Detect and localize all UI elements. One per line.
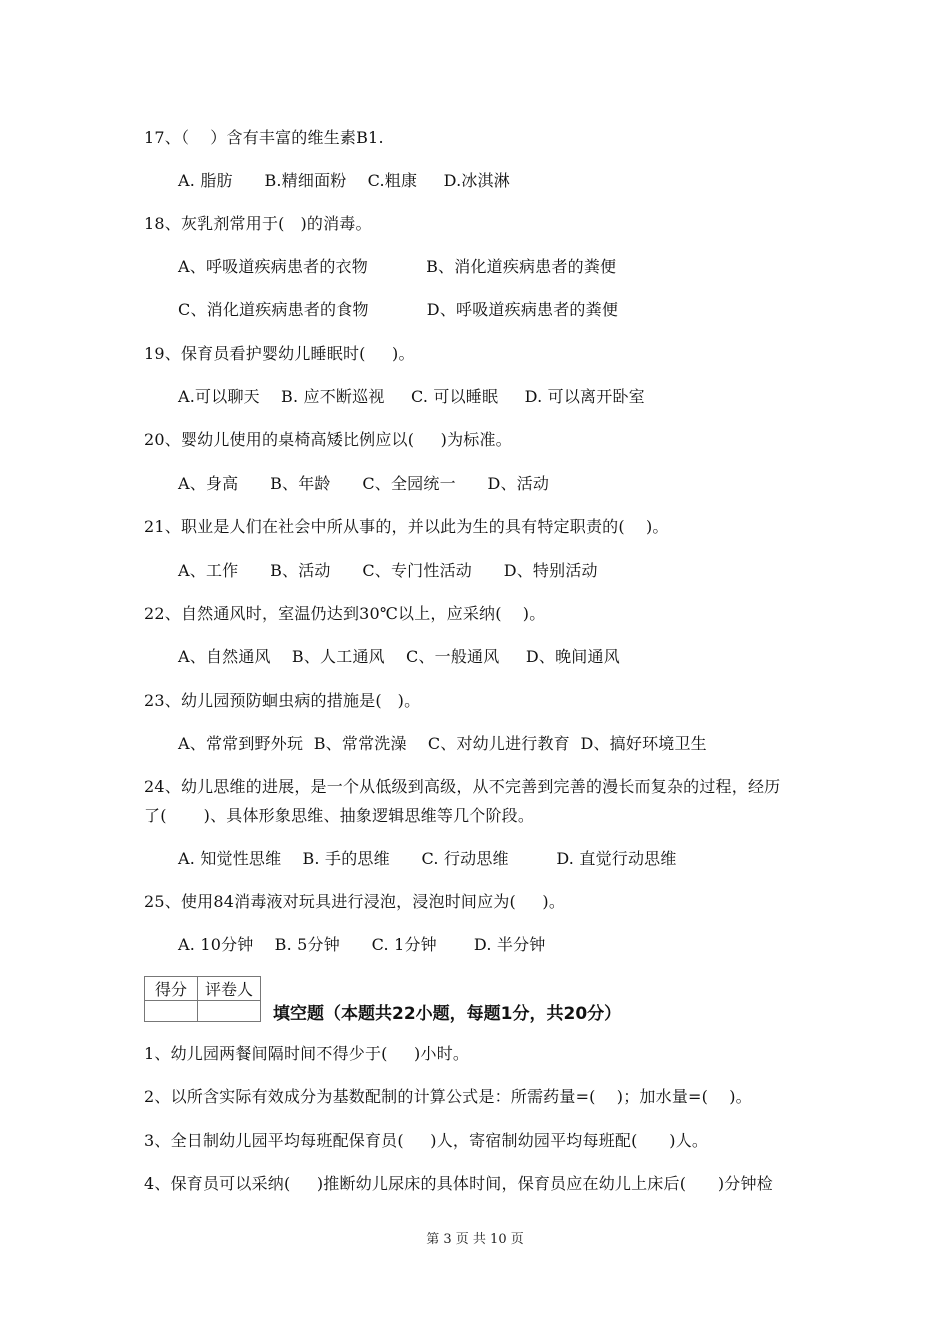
grader-label: 评卷人: [198, 977, 261, 1001]
question-24-line-2: 了( )、具体形象思维、抽象逻辑思维等几个阶段。: [144, 806, 535, 825]
question-25: 25、使用84消毒液对玩具进行浸泡，浸泡时间应为( )。: [144, 892, 566, 911]
fill-question-1: 1、幼儿园两餐间隔时间不得少于( )小时。: [144, 1044, 470, 1063]
score-cell[interactable]: [145, 1001, 198, 1022]
question-21-options: A、工作 B、活动 C、专门性活动 D、特别活动: [178, 561, 598, 580]
fill-question-4: 4、保育员可以采纳( )推断幼儿尿床的具体时间，保育员应在幼儿上床后( )分钟检: [144, 1174, 773, 1193]
question-22-options: A、自然通风 B、人工通风 C、一般通风 D、晚间通风: [178, 647, 620, 666]
section-title: 填空题（本题共22小题，每题1分，共20分）: [273, 1004, 622, 1024]
score-table: [144, 976, 261, 1022]
question-23-options: A、常常到野外玩 B、常常洗澡 C、对幼儿进行教育 D、搞好环境卫生: [178, 734, 707, 753]
fill-question-3: 3、全日制幼儿园平均每班配保育员( )人，寄宿制幼园平均每班配( )人。: [144, 1131, 709, 1150]
question-21: 21、职业是人们在社会中所从事的，并以此为生的具有特定职责的( )。: [144, 517, 669, 536]
question-17-options: A. 脂肪 B.精细面粉 C.粗康 D.冰淇淋: [178, 171, 510, 190]
question-18-options-row-2: C、消化道疾病患者的食物 D、呼吸道疾病患者的粪便: [178, 300, 619, 319]
question-24-line-1: 24、幼儿思维的进展，是一个从低级到高级，从不完善到完善的漫长而复杂的过程，经历: [144, 777, 781, 796]
question-19-options: A.可以聊天 B. 应不断巡视 C. 可以睡眠 D. 可以离开卧室: [178, 387, 645, 406]
score-label: 得分: [145, 977, 198, 1001]
question-23: 23、幼儿园预防蛔虫病的措施是( )。: [144, 691, 421, 710]
fill-question-2: 2、以所含实际有效成分为基数配制的计算公式是：所需药量=( )；加水量=( )。: [144, 1087, 752, 1106]
question-18: 18、灰乳剂常用于( )的消毒。: [144, 214, 372, 233]
question-20-options: A、身高 B、年龄 C、全园统一 D、活动: [178, 474, 550, 493]
question-24-options: A. 知觉性思维 B. 手的思维 C. 行动思维 D. 直觉行动思维: [178, 849, 677, 868]
question-22: 22、自然通风时，室温仍达到30℃以上，应采纳( )。: [144, 604, 546, 623]
question-17: 17、（ ）含有丰富的维生素B1.: [144, 128, 384, 147]
question-18-options-row-1: A、呼吸道疾病患者的衣物 B、消化道疾病患者的粪便: [178, 257, 617, 276]
question-19: 19、保育员看护婴幼儿睡眠时( )。: [144, 344, 415, 363]
page-footer: 第 3 页 共 10 页: [426, 1232, 524, 1247]
question-25-options: A. 10分钟 B. 5分钟 C. 1分钟 D. 半分钟: [178, 935, 546, 954]
grader-cell[interactable]: [198, 1001, 261, 1022]
question-20: 20、婴幼儿使用的桌椅高矮比例应以( )为标准。: [144, 430, 512, 449]
